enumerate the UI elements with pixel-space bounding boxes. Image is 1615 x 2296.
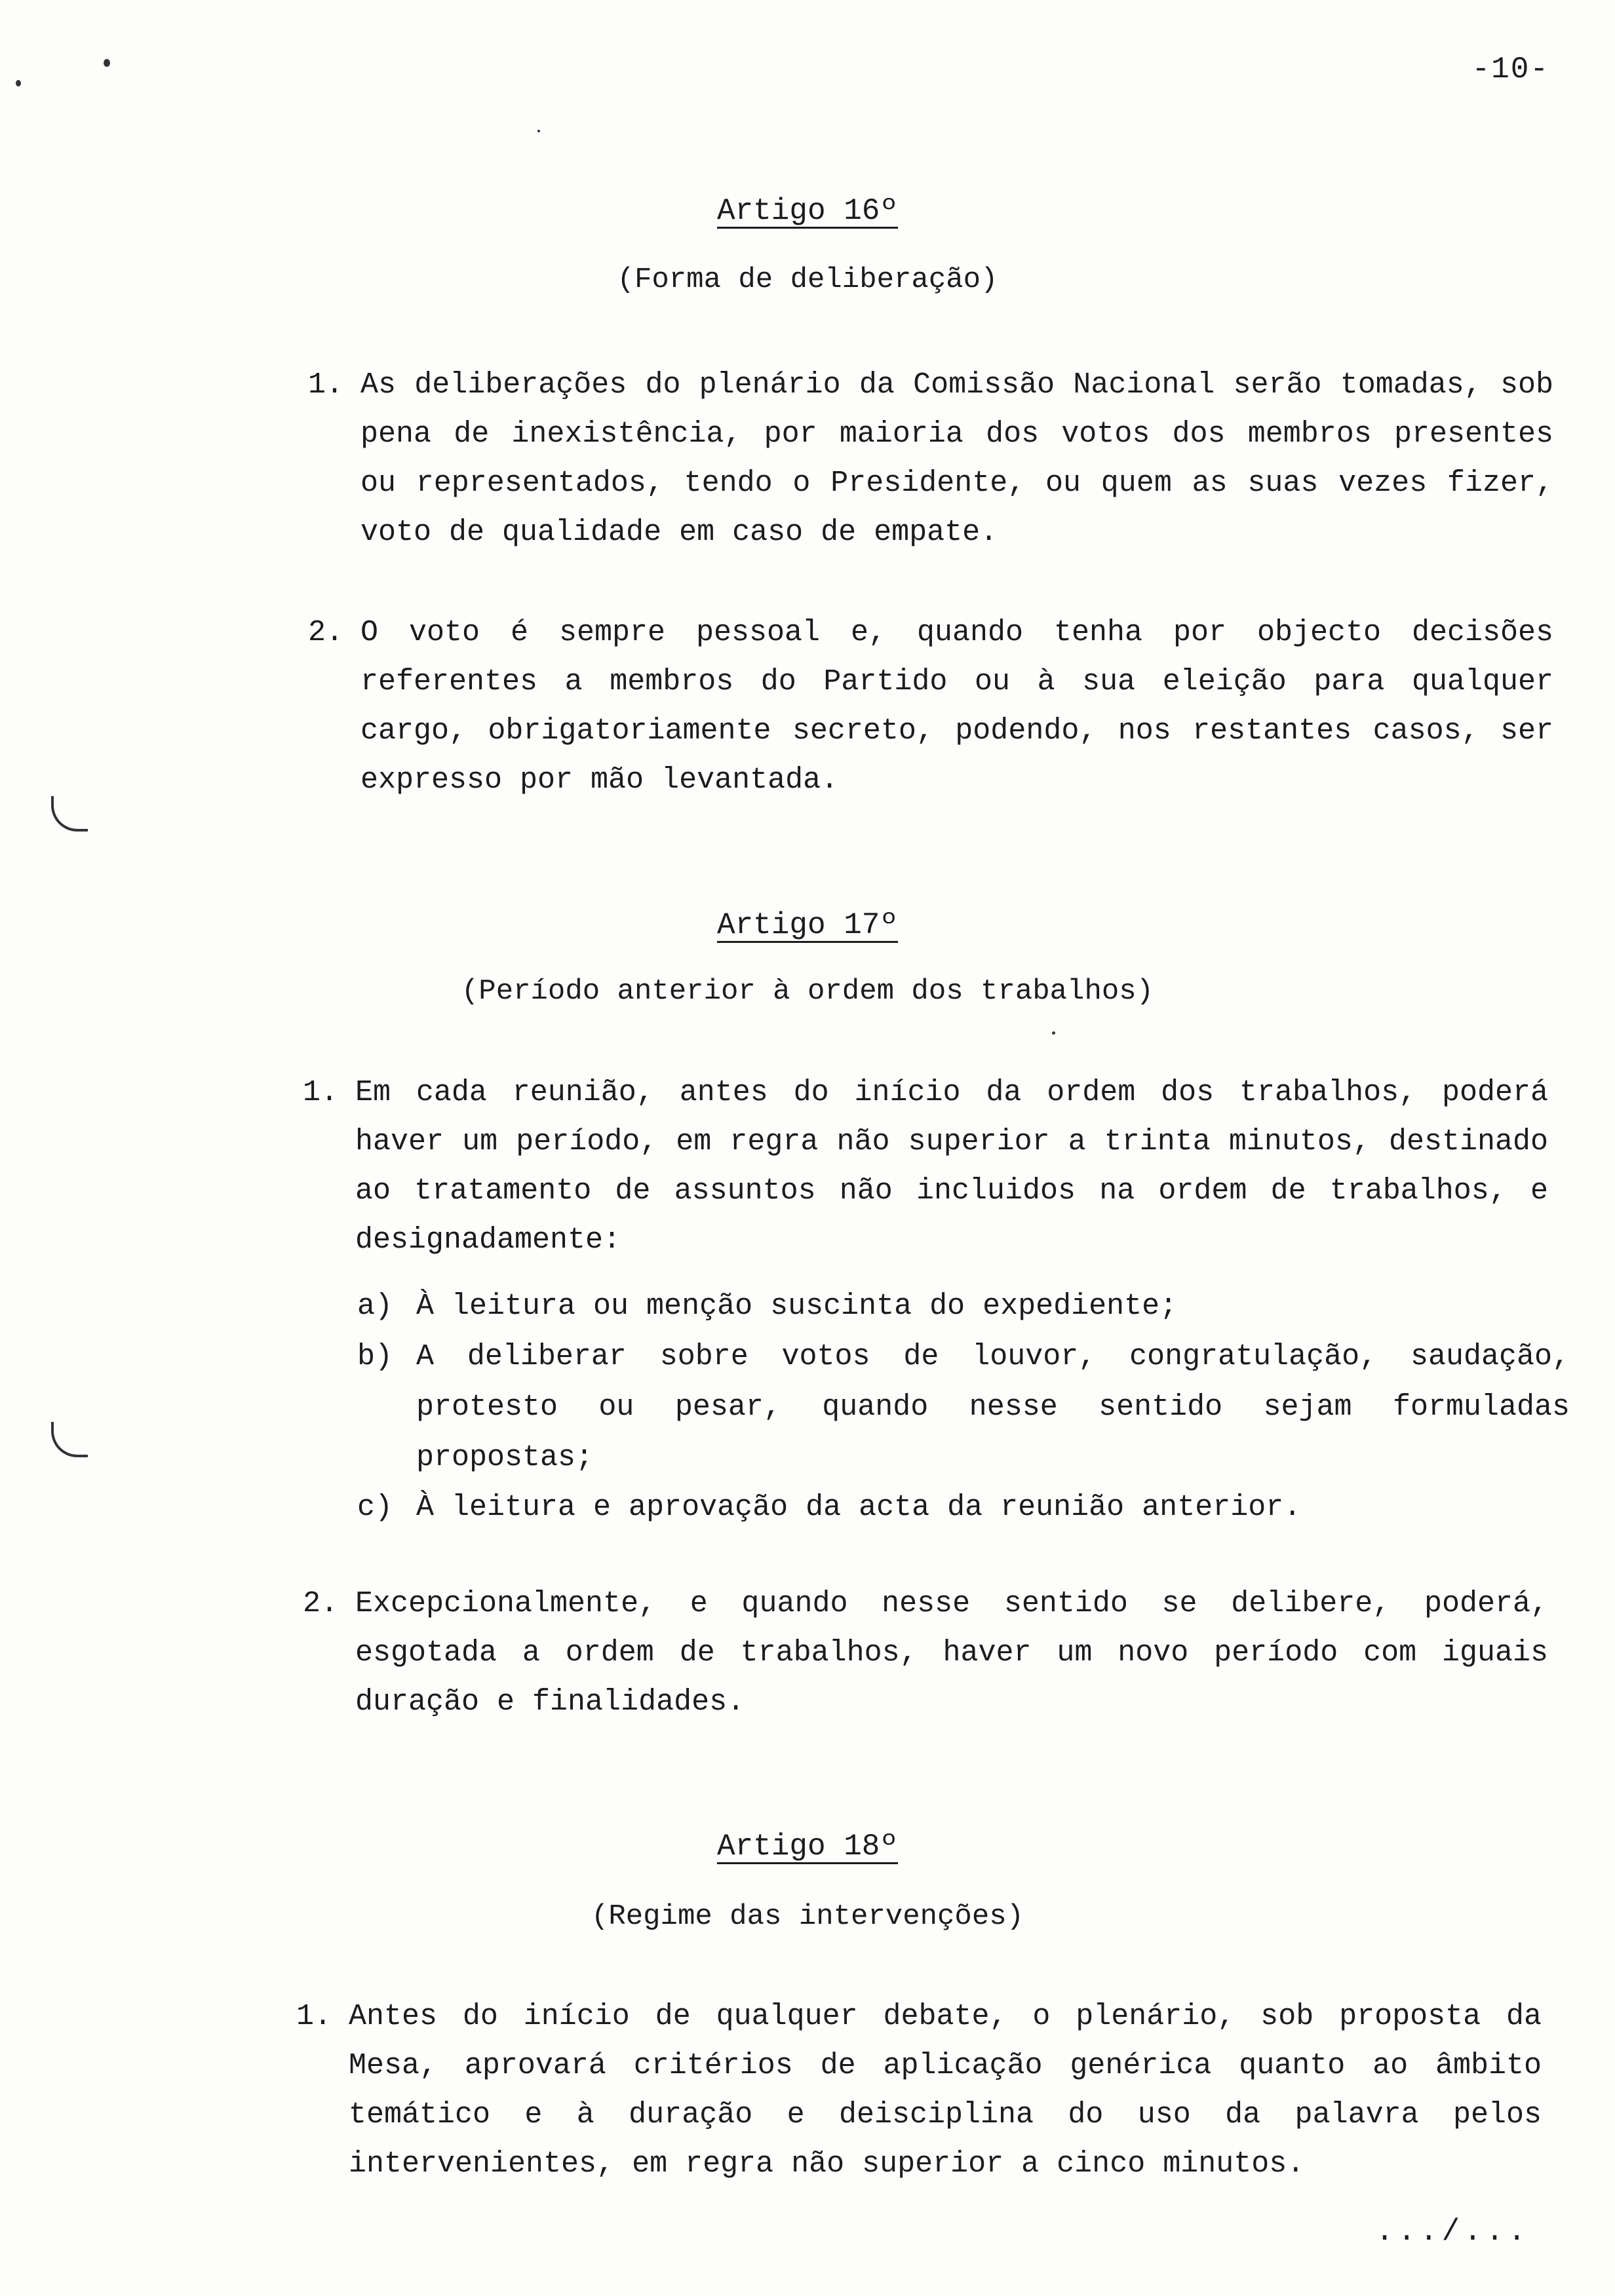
paragraph-text: Em cada reunião, antes do início da ordem dos trabalhos, poderá haver um período, em regra não superior a trinta minutos, destinado ao tratamento de assuntos não incluidos na ordem de trabalhos, e designadamente: (355, 1076, 1548, 1257)
punch-hole-mark (51, 796, 88, 832)
list-item-text: A deliberar sobre votos de louvor, congratulação, saudação, protesto ou pesar, quando nesse sentido sejam formuladas propostas; (416, 1340, 1570, 1474)
list-item-c (357, 1482, 1570, 1533)
article-18-paragraph-1 (296, 1992, 1542, 2189)
paragraph-number: 2. (303, 1587, 339, 1620)
page-number: -10- (1471, 52, 1549, 86)
paragraph-text: Antes do início de qualquer debate, o plenário, sob proposta da Mesa, aprovará critérios de aplicação genérica quanto ao âmbito temático e à duração e deisciplina do uso da palavra pelos intervenientes, em regra não superior a cinco minutos. (349, 2000, 1542, 2181)
article-18-subtitle: (Regime das intervenções) (591, 1900, 1024, 1933)
article-16-paragraph-2 (308, 608, 1553, 805)
list-item-a (357, 1281, 1570, 1331)
scan-speck (104, 59, 110, 67)
article-17-paragraph-1 (303, 1068, 1548, 1265)
scan-speck (1052, 1031, 1055, 1035)
list-item-letter: a) (357, 1290, 393, 1323)
list-item-letter: c) (357, 1491, 393, 1524)
list-item-b (357, 1331, 1570, 1483)
paragraph-text: Excepcionalmente, e quando nesse sentido se delibere, poderá, esgotada a ordem de trabalhos, haver um novo período com iguais duração e finalidades. (355, 1587, 1548, 1719)
article-18-title: Artigo 18º (716, 1829, 899, 1864)
article-17-subtitle: (Período anterior à ordem dos trabalhos) (461, 975, 1154, 1008)
list-item-text: À leitura e aprovação da acta da reunião anterior. (416, 1491, 1302, 1524)
paragraph-number: 1. (296, 2000, 332, 2033)
article-17-paragraph-2 (303, 1579, 1548, 1727)
article-17-title: Artigo 17º (716, 908, 899, 942)
paragraph-text: O voto é sempre pessoal e, quando tenha por objecto decisões referentes a membros do Partido ou à sua eleição para qualquer cargo, obrigatoriamente secreto, podendo, nos restantes casos, ser expresso por mão levantada. (360, 616, 1553, 797)
article-16-paragraph-1 (308, 360, 1553, 557)
continuation-marker: .../... (1375, 2215, 1530, 2249)
article-16-subtitle: (Forma de deliberação) (617, 263, 998, 296)
punch-hole-mark (51, 1422, 88, 1457)
article-16-title: Artigo 16º (716, 194, 899, 228)
paragraph-text: As deliberações do plenário da Comissão Nacional serão tomadas, sob pena de inexistência, por maioria dos votos dos membros presentes ou representados, tendo o Presidente, ou quem as suas vezes fizer, voto de qualidade em caso de empate. (360, 368, 1553, 549)
scan-speck (537, 130, 540, 132)
list-item-letter: b) (357, 1340, 393, 1373)
scan-speck (16, 80, 21, 86)
paragraph-number: 2. (308, 616, 344, 649)
paragraph-number: 1. (308, 368, 344, 402)
list-item-text: À leitura ou menção suscinta do expediente; (416, 1290, 1178, 1323)
paragraph-number: 1. (303, 1076, 339, 1109)
